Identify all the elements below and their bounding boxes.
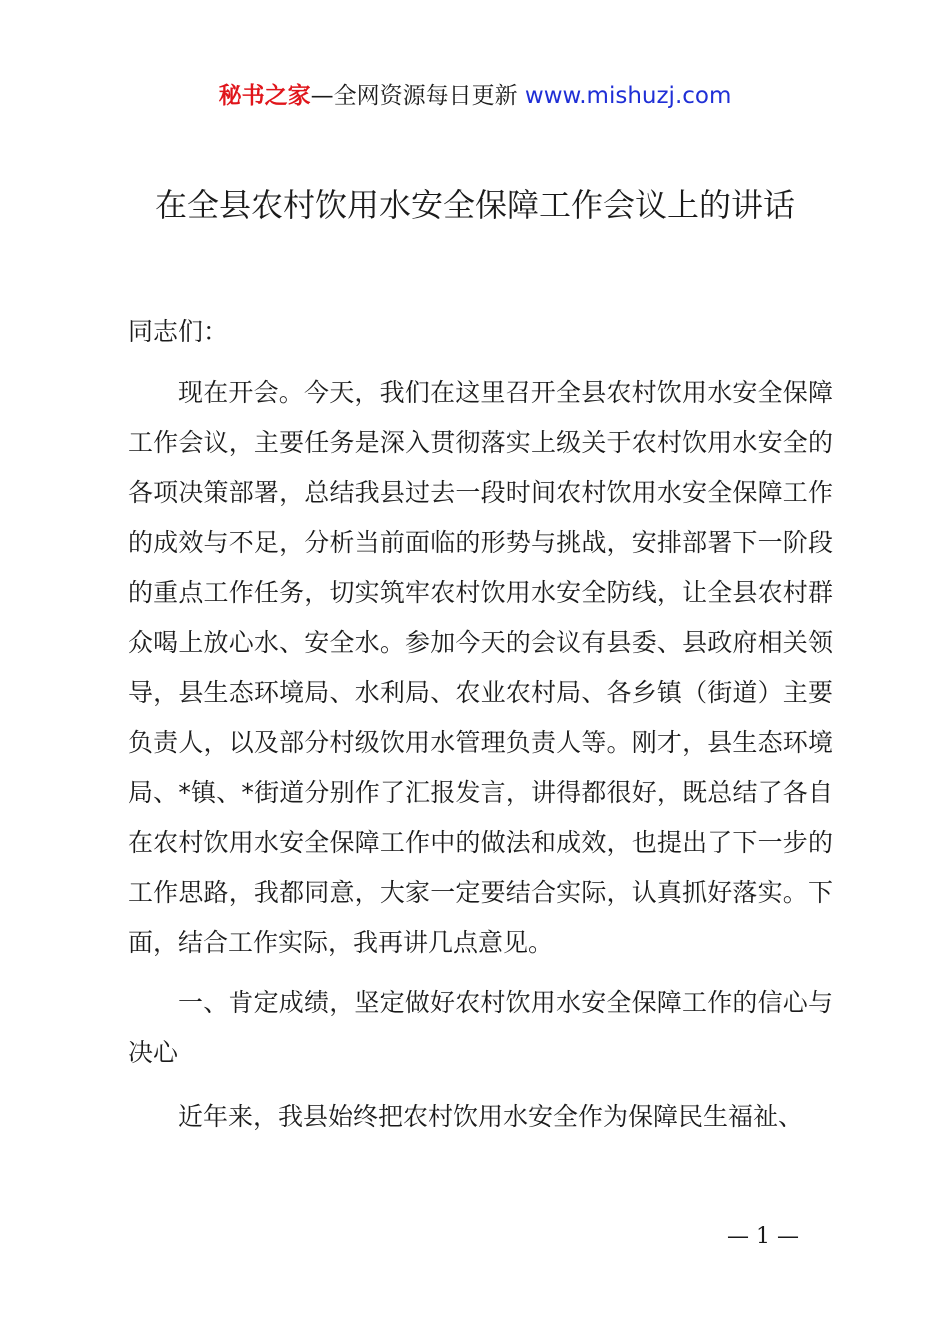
section-heading-1: 一、肯定成绩，坚定做好农村饮用水安全保障工作的信心与决心 xyxy=(128,988,833,1067)
paragraph-opening: 现在开会。今天，我们在这里召开全县农村饮用水安全保障工作会议，主要任务是深入贯彻落实上级关于农村饮用水安全的各项决策部署，总结我县过去一段时间农村饮用水安全保障工作的成效与不足，分析当前面临的形势与挑战，安排部署下一阶段的重点工作任务，切实筑牢农村饮用水安全防线，让全县农村群众喝上放心水、安全水。参加今天的会议有县委、县政府相关领导，县生态环境局、水利局、农业农村局、各乡镇（街道）主要负责人，以及部分村级饮用水管理负责人等。刚才，县生态环境局、*镇、*街道分别作了汇报发言，讲得都很好，既总结了各自在农村饮用水安全保障工作中的做法和成效，也提出了下一步的工作思路，我都同意，大家一定要结合实际，认真抓好落实。下面，结合工作实际，我再讲几点意见。 xyxy=(128,378,833,957)
salutation: 同志们： xyxy=(128,317,229,346)
banner-tagline: —全网资源每日更新 xyxy=(310,83,525,109)
page-number: — 1 — xyxy=(727,1224,799,1249)
brand-name: 秘书之家 xyxy=(218,83,311,109)
site-banner xyxy=(0,80,950,112)
site-url-link[interactable]: www.mishuzj.com xyxy=(524,83,732,109)
paragraph-section-1: 近年来，我县始终把农村饮用水安全作为保障民生福祉、 xyxy=(178,1102,804,1131)
document-title: 在全县农村饮用水安全保障工作会议上的讲话 xyxy=(154,186,795,224)
